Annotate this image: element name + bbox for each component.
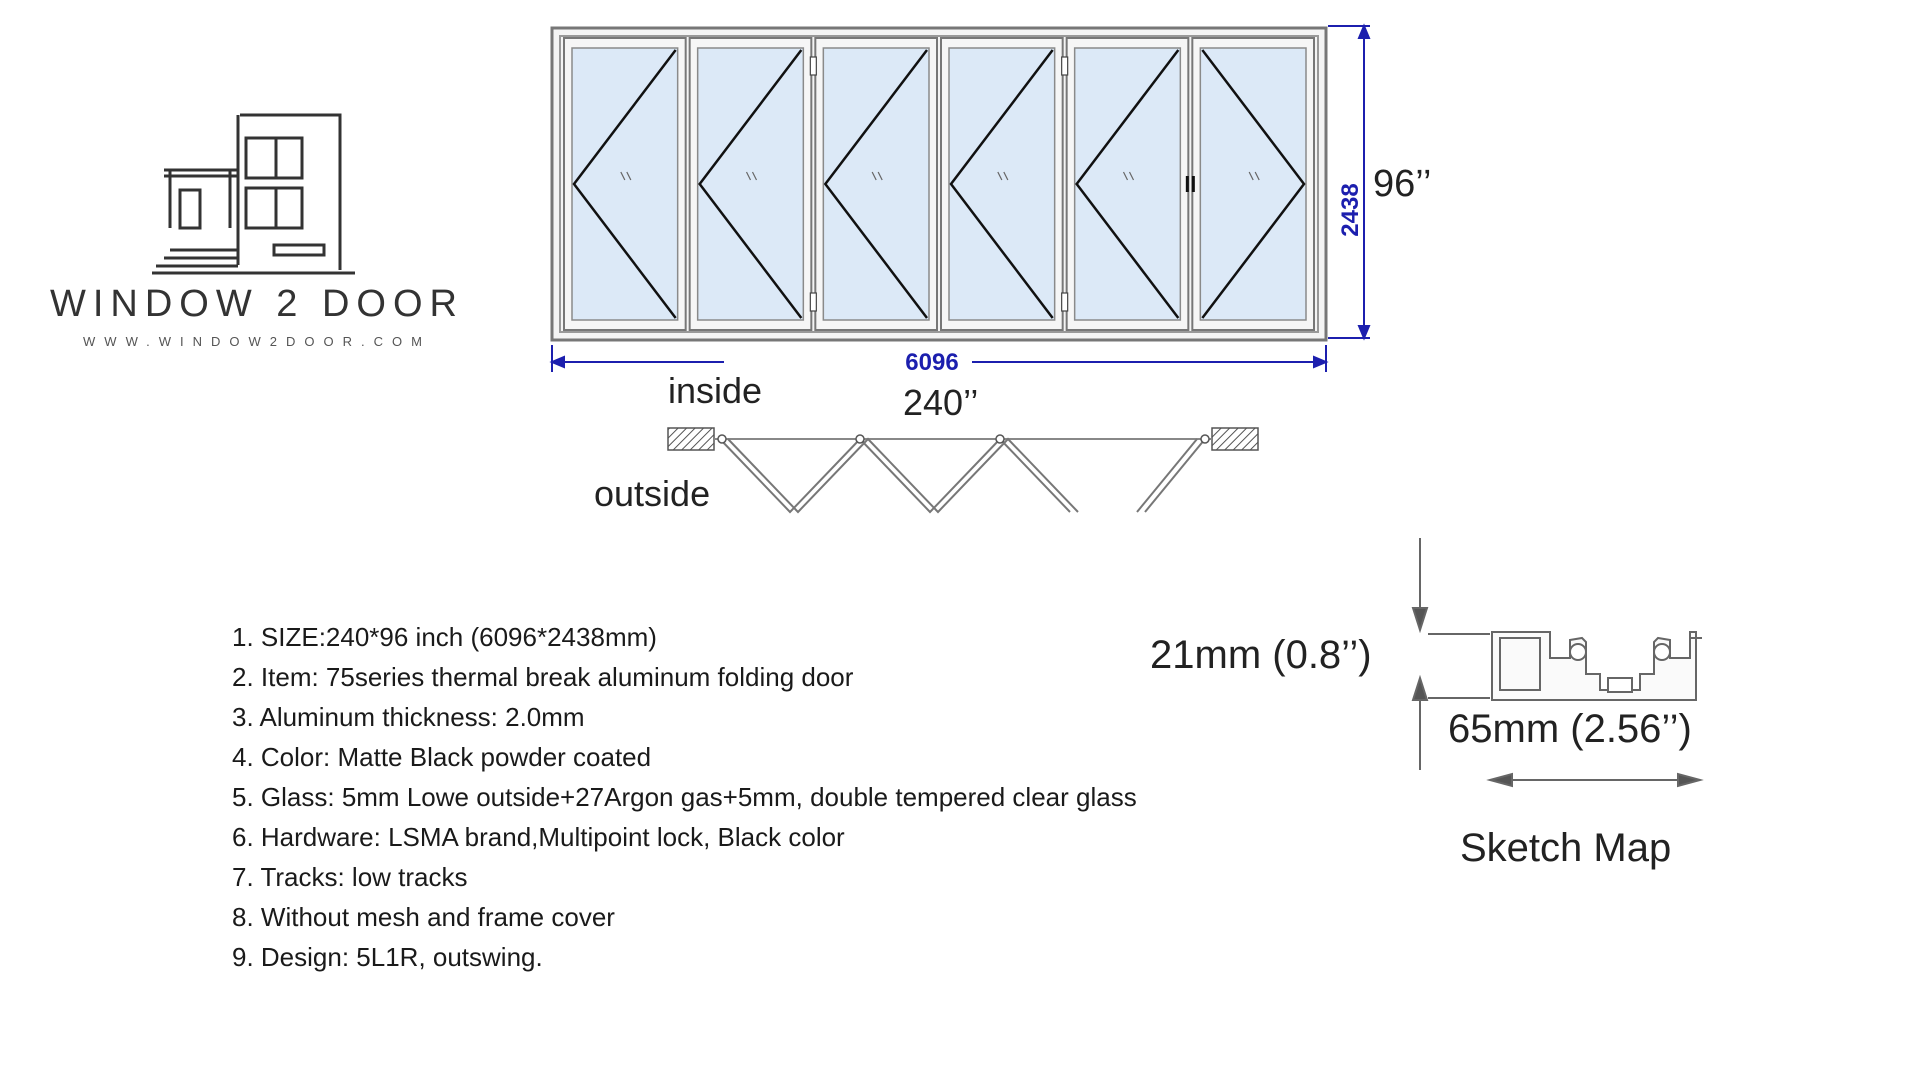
door-panel bbox=[564, 38, 686, 330]
profile-section-shape bbox=[1492, 632, 1702, 700]
spec-color: 4. Color: Matte Black powder coated bbox=[232, 742, 652, 772]
height-dimension-line bbox=[1328, 26, 1370, 338]
hinge bbox=[810, 293, 816, 311]
height-inch-label: 96’’ bbox=[1373, 163, 1432, 205]
door-panel bbox=[690, 38, 812, 330]
spec-hardware: 6. Hardware: LSMA brand,Multipoint lock, Black color bbox=[232, 822, 845, 852]
brand-url: WWW.WINDOW2DOOR.COM bbox=[83, 334, 431, 349]
spec-glass: 5. Glass: 5mm Lowe outside+27Argon gas+5mm, double tempered clear glass bbox=[232, 782, 1137, 812]
spec-mesh: 8. Without mesh and frame cover bbox=[232, 902, 615, 932]
spec-item: 2. Item: 75series thermal break aluminum folding door bbox=[232, 662, 854, 692]
profile-thickness-label: 21mm (0.8’’) bbox=[1150, 633, 1372, 677]
hinge bbox=[1062, 57, 1068, 75]
door-elevation-drawing bbox=[540, 20, 1380, 380]
spec-tracks: 7. Tracks: low tracks bbox=[232, 862, 468, 892]
brand-name: WINDOW 2 DOOR bbox=[50, 283, 464, 325]
width-inch-label: 240’’ bbox=[903, 382, 979, 423]
spec-size: 1. SIZE:240*96 inch (6096*2438mm) bbox=[232, 622, 657, 652]
spec-design: 9. Design: 5L1R, outswing. bbox=[232, 942, 543, 972]
profile-width-label: 65mm (2.56’’) bbox=[1448, 707, 1692, 751]
hinge bbox=[1062, 293, 1068, 311]
door-panel bbox=[815, 38, 937, 330]
wall-left bbox=[668, 428, 714, 450]
spec-aluminum-thickness: 3. Aluminum thickness: 2.0mm bbox=[232, 702, 585, 732]
folding-plan-view bbox=[660, 420, 1280, 530]
door-panel bbox=[1067, 38, 1189, 330]
height-mm-label: 2438 bbox=[1337, 183, 1364, 237]
wall-right bbox=[1212, 428, 1258, 450]
width-mm-label: 6096 bbox=[905, 349, 959, 376]
profile-sketch bbox=[1130, 530, 1730, 830]
inside-label: inside bbox=[668, 370, 763, 411]
logo-house-icon bbox=[150, 110, 370, 280]
door-panel bbox=[1192, 38, 1314, 330]
outside-label: outside bbox=[594, 473, 711, 514]
hinge bbox=[810, 57, 816, 75]
sketch-map-caption: Sketch Map bbox=[1460, 826, 1672, 870]
door-panel bbox=[941, 38, 1063, 330]
spec-list bbox=[232, 617, 1137, 977]
